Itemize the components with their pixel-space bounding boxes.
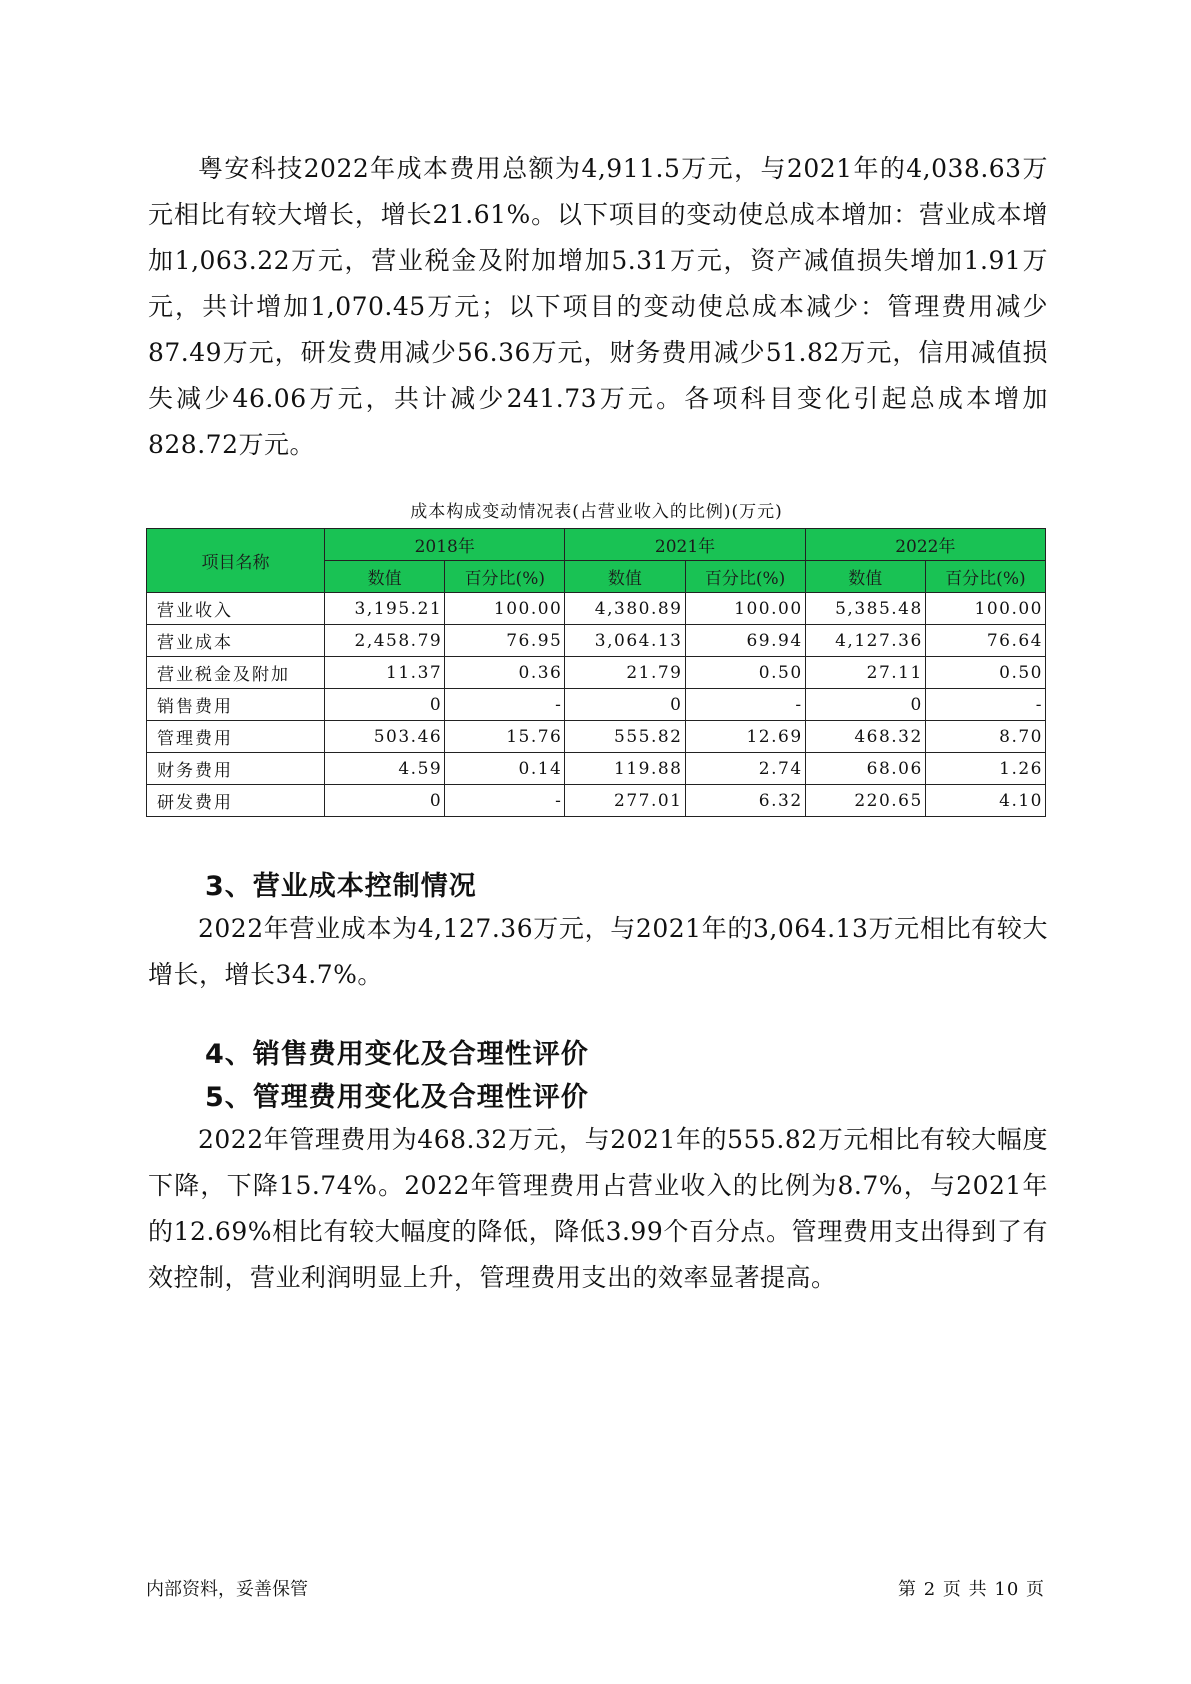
- section-heading-3: 3、营业成本控制情况: [205, 871, 477, 902]
- row-item-name: 销售费用: [147, 689, 325, 721]
- percent-cell: 1.26: [925, 753, 1045, 785]
- row-item-name: 财务费用: [147, 753, 325, 785]
- value-cell: 21.79: [565, 657, 685, 689]
- percent-header: 百分比(%): [685, 561, 805, 593]
- row-item-name: 营业收入: [147, 593, 325, 625]
- table-row: [147, 657, 1046, 689]
- footer-page-number: 第 2 页 共 10 页: [898, 1579, 1045, 1600]
- percent-cell: 15.76: [445, 721, 565, 753]
- item-name-header: 项目名称: [147, 529, 325, 593]
- cost-structure-table: [146, 528, 1046, 817]
- value-cell: 277.01: [565, 785, 685, 817]
- percent-cell: 100.00: [685, 593, 805, 625]
- value-cell: 0: [565, 689, 685, 721]
- value-cell: 2,458.79: [325, 625, 445, 657]
- percent-header: 百分比(%): [445, 561, 565, 593]
- row-item-name: 营业成本: [147, 625, 325, 657]
- percent-cell: 100.00: [445, 593, 565, 625]
- row-item-name: 研发费用: [147, 785, 325, 817]
- value-cell: 0: [325, 689, 445, 721]
- percent-cell: 0.14: [445, 753, 565, 785]
- percent-cell: -: [925, 689, 1045, 721]
- paragraph-cost-summary: 粤安科技2022年成本费用总额为4,911.5万元，与2021年的4,038.63万元相比有较大增长，增长21.61%。以下项目的变动使总成本增加：营业成本增加1,063.22万元，营业税金及附加增加5.31万元，资产减值损失增加1.91万元，共计增加1,070.45万元；以下项目的变动使总成本减少：管理费用减少87.49万元，研发费用减少56.36万元，财务费用减少51.82万元，信用减值损失减少46.06万元，共计减少241.73万元。各项科目变化引起总成本增加828.72万元。: [148, 154, 1048, 459]
- percent-cell: 0.50: [685, 657, 805, 689]
- value-cell: 27.11: [805, 657, 925, 689]
- table-row: [147, 593, 1046, 625]
- percent-cell: -: [445, 785, 565, 817]
- table-row: [147, 721, 1046, 753]
- table-row: [147, 689, 1046, 721]
- table-caption: 成本构成变动情况表(占营业收入的比例)(万元): [410, 502, 783, 522]
- value-cell: 0: [325, 785, 445, 817]
- percent-cell: 76.95: [445, 625, 565, 657]
- value-header: 数值: [565, 561, 685, 593]
- row-item-name: 管理费用: [147, 721, 325, 753]
- percent-cell: 12.69: [685, 721, 805, 753]
- value-cell: 68.06: [805, 753, 925, 785]
- row-item-name: 营业税金及附加: [147, 657, 325, 689]
- table-body: [147, 593, 1046, 817]
- value-cell: 3,195.21: [325, 593, 445, 625]
- percent-cell: 2.74: [685, 753, 805, 785]
- value-cell: 3,064.13: [565, 625, 685, 657]
- value-header: 数值: [325, 561, 445, 593]
- year-header: 2022年: [805, 529, 1045, 561]
- percent-cell: 0.36: [445, 657, 565, 689]
- table-row: [147, 753, 1046, 785]
- percent-cell: 8.70: [925, 721, 1045, 753]
- paragraph-operating-cost: 2022年营业成本为4,127.36万元，与2021年的3,064.13万元相比有较大增长，增长34.7%。: [148, 914, 1048, 989]
- percent-cell: 6.32: [685, 785, 805, 817]
- percent-header: 百分比(%): [925, 561, 1045, 593]
- percent-cell: 0.50: [925, 657, 1045, 689]
- section-heading-5: 5、管理费用变化及合理性评价: [205, 1082, 589, 1113]
- year-header: 2021年: [565, 529, 805, 561]
- value-cell: 220.65: [805, 785, 925, 817]
- value-cell: 5,385.48: [805, 593, 925, 625]
- footer-confidential-note: 内部资料，妥善保管: [146, 1579, 308, 1600]
- percent-cell: 4.10: [925, 785, 1045, 817]
- percent-cell: 76.64: [925, 625, 1045, 657]
- value-cell: 555.82: [565, 721, 685, 753]
- year-header: 2018年: [325, 529, 565, 561]
- section-heading-4: 4、销售费用变化及合理性评价: [205, 1039, 589, 1070]
- paragraph-management-expense: 2022年管理费用为468.32万元，与2021年的555.82万元相比有较大幅度下降，下降15.74%。2022年管理费用占营业收入的比例为8.7%，与2021年的12.69%相比有较大幅度的降低，降低3.99个百分点。管理费用支出得到了有效控制，营业利润明显上升，管理费用支出的效率显著提高。: [148, 1125, 1048, 1292]
- value-cell: 0: [805, 689, 925, 721]
- value-cell: 4.59: [325, 753, 445, 785]
- value-cell: 4,127.36: [805, 625, 925, 657]
- table-row: [147, 785, 1046, 817]
- value-cell: 468.32: [805, 721, 925, 753]
- value-cell: 503.46: [325, 721, 445, 753]
- value-header: 数值: [805, 561, 925, 593]
- percent-cell: 100.00: [925, 593, 1045, 625]
- table-header-row-years: [147, 529, 1046, 561]
- value-cell: 11.37: [325, 657, 445, 689]
- percent-cell: -: [445, 689, 565, 721]
- percent-cell: 69.94: [685, 625, 805, 657]
- value-cell: 119.88: [565, 753, 685, 785]
- table-row: [147, 625, 1046, 657]
- percent-cell: -: [685, 689, 805, 721]
- value-cell: 4,380.89: [565, 593, 685, 625]
